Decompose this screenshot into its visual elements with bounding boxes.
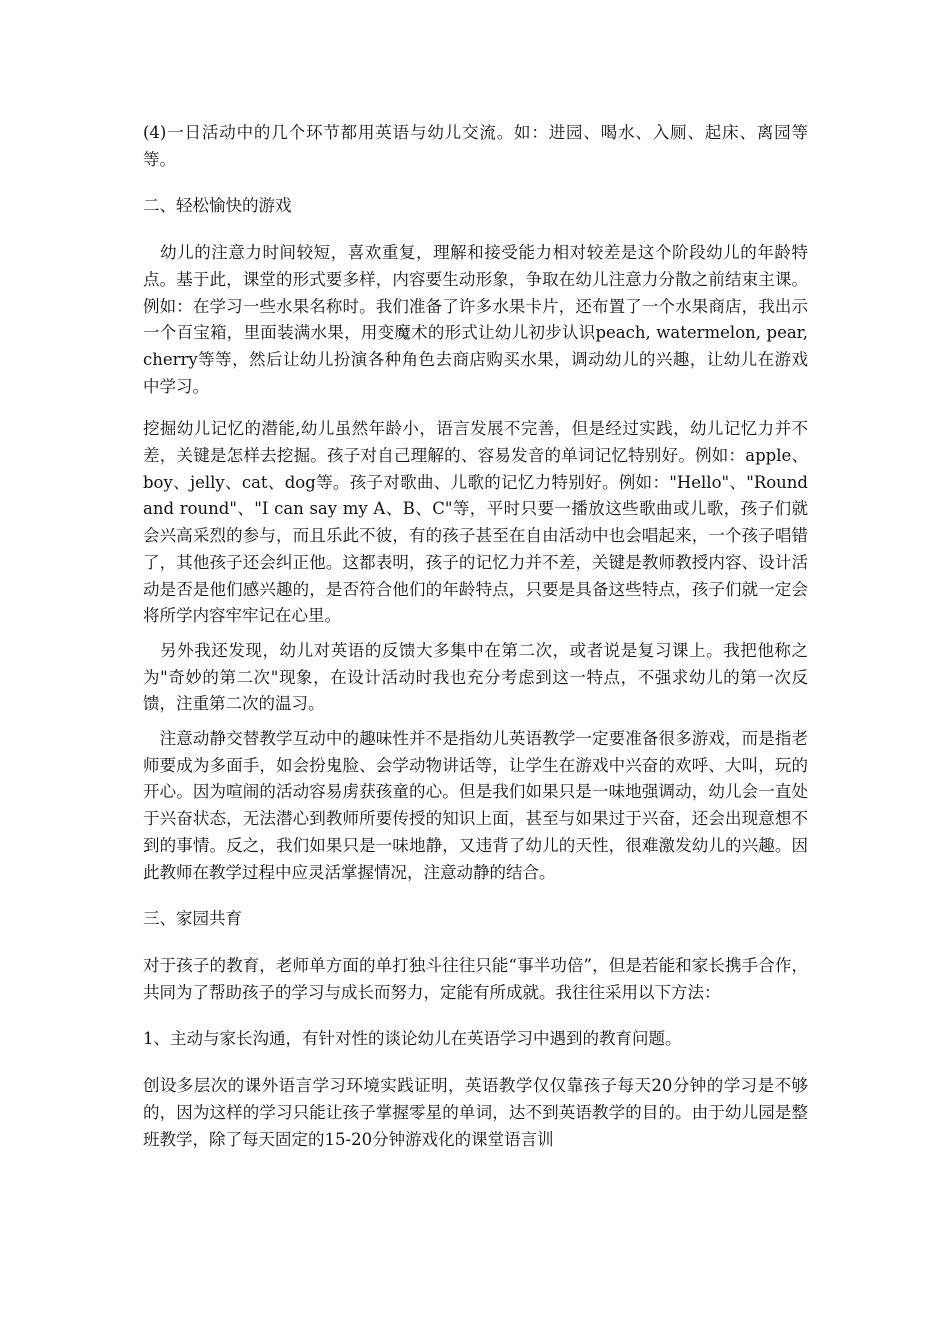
paragraph-balance: 注意动静交替教学互动中的趣味性并不是指幼儿英语教学一定要准备很多游戏，而是指老师要成为多面手，如会扮鬼脸、会学动物讲话等，让学生在游戏中兴奋的欢呼、大叫，玩的开心。因为喧闹的活动容易虏获孩童的心。但是我们如果只是一味地强调动，幼儿会一直处于兴奋状态，无法潜心到教师所要传授的知识上面，甚至与如果过于兴奋，还会出现意想不到的事情。反之，我们如果只是一味地静，又违背了幼儿的天性，很难激发幼儿的兴趣。因此教师在教学过程中应灵活掌握情况，注意动静的结合。 <box>143 729 808 882</box>
paragraph-second-time: 另外我还发现，幼儿对英语的反馈大多集中在第二次，或者说是复习课上。我把他称之为"奇妙的第二次"现象，在设计活动时我也充分考虑到这一特点，不强求幼儿的第一次反馈，注重第二次的温习。 <box>143 640 808 714</box>
document-page <box>143 120 808 1153</box>
paragraph-home-cooperation: 对于孩子的教育，老师单方面的单打独斗往往只能“事半功倍”，但是若能和家长携手合作，共同为了帮助孩子的学习与成长而努力，定能有所成就。我往往采用以下方法： <box>143 955 808 1002</box>
list-item-1: 1、主动与家长沟通，有针对性的谈论幼儿在英语学习中遇到的教育问题。 <box>143 1029 682 1049</box>
section-heading-games: 二、轻松愉快的游戏 <box>143 196 292 216</box>
item-4-paragraph: (4)一日活动中的几个环节都用英语与幼儿交流。如：进园、喝水、入厕、起床、离园等等。 <box>143 123 808 169</box>
paragraph-games: 幼儿的注意力时间较短，喜欢重复，理解和接受能力相对较差是这个阶段幼儿的年龄特点。基于此，课堂的形式要多样，内容要生动形象，争取在幼儿注意力分散之前结束主课。例如：在学习一些水果名称时。我们准备了许多水果卡片，还布置了一个水果商店，我出示一个百宝箱，里面装满水果，用变魔术的形式让幼儿初步认识peach, watermelon, pear, cherry等等，然后让幼儿扮演各种角色去商店购买水果，调动幼儿的兴趣，让幼儿在游戏中学习。 <box>143 243 808 396</box>
paragraph-environment: 创设多层次的课外语言学习环境实践证明，英语教学仅仅靠孩子每天20分钟的学习是不够的，因为这样的学习只能让孩子掌握零星的单词，达不到英语教学的目的。由于幼儿园是整班教学，除了每天固定的15-20分钟游戏化的课堂语言训 <box>143 1076 808 1149</box>
section-heading-home: 三、家园共育 <box>143 909 242 929</box>
paragraph-memory: 挖掘幼儿记忆的潜能,幼儿虽然年龄小，语言发展不完善，但是经过实践，幼儿记忆力并不差，关键是怎样去挖掘。孩子对自己理解的、容易发音的单词记忆特别好。例如：apple、boy、jelly、cat、dog等。孩子对歌曲、儿歌的记忆力特别好。例如："Hello"、"Round and round"、"I can say my A、B、C"等，平时只要一播放这些歌曲或儿歌，孩子们就会兴高采烈的参与，而且乐此不彼，有的孩子甚至在自由活动中也会唱起来，一个孩子唱错了，其他孩子还会纠正他。这都表明，孩子的记忆力并不差，关键是教师教授内容、设计活动是否是他们感兴趣的，是否符合他们的年龄特点，只要是具备这些特点，孩子们就一定会将所学内容牢牢记在心里。 <box>143 419 808 626</box>
